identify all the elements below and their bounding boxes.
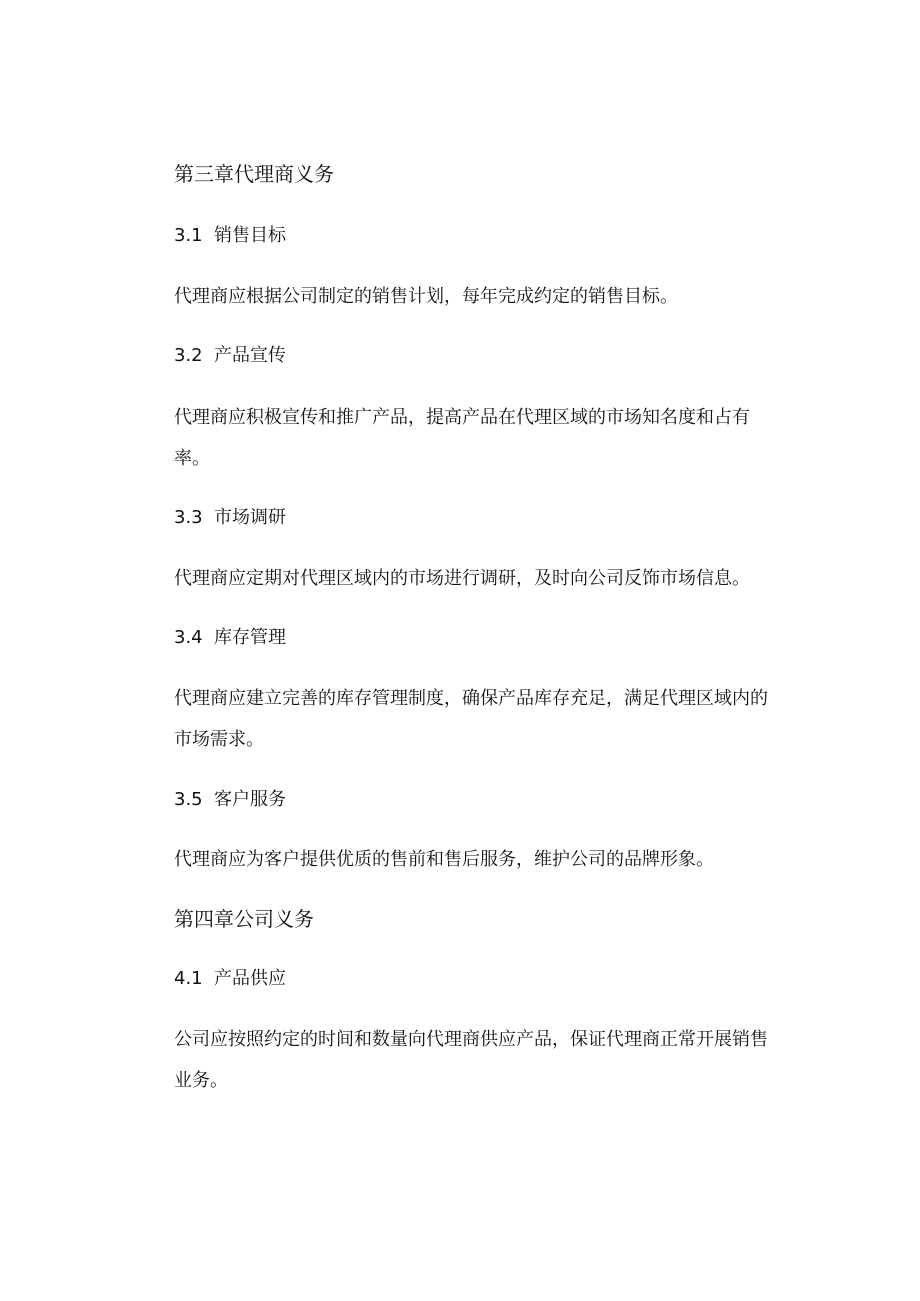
section-title: 库存管理 xyxy=(214,627,286,648)
section-number: 3.3 xyxy=(174,507,203,528)
paragraph-line: 率。 xyxy=(174,448,210,469)
section-title: 产品供应 xyxy=(214,968,286,989)
section-heading xyxy=(174,508,286,528)
paragraph-line: 业务。 xyxy=(174,1070,228,1091)
section-heading xyxy=(174,226,286,246)
section-number: 3.1 xyxy=(174,225,203,246)
section-number: 3.4 xyxy=(174,627,203,648)
paragraph-line: 代理商应定期对代理区域内的市场进行调研，及时向公司反饰市场信息。 xyxy=(174,568,750,589)
chapter-title: 第四章公司义务 xyxy=(174,907,314,931)
section-heading xyxy=(174,790,286,810)
section-heading xyxy=(174,628,286,648)
section-title: 产品宣传 xyxy=(214,345,286,366)
paragraph-line: 代理商应根据公司制定的销售计划，每年完成约定的销售目标。 xyxy=(174,286,678,307)
section-number: 3.5 xyxy=(174,789,203,810)
paragraph-line: 代理商应建立完善的库存管理制度，确保产品库存充足，满足代理区域内的 xyxy=(174,688,768,709)
section-title: 市场调研 xyxy=(214,507,286,528)
paragraph-line: 代理商应积极宣传和推广产品，提高产品在代理区域的市场知名度和占有 xyxy=(174,407,750,428)
section-heading xyxy=(174,969,286,989)
chapter-title: 第三章代理商义务 xyxy=(174,162,334,186)
section-number: 3.2 xyxy=(174,345,203,366)
paragraph-line: 公司应按照约定的时间和数量向代理商供应产品，保证代理商正常开展销售 xyxy=(174,1029,768,1050)
paragraph-line: 代理商应为客户提供优质的售前和售后服务，维护公司的品牌形象。 xyxy=(174,849,714,870)
paragraph-line: 市场需求。 xyxy=(174,729,264,750)
section-title: 销售目标 xyxy=(214,225,286,246)
section-title: 客户服务 xyxy=(214,789,286,810)
section-heading xyxy=(174,346,286,366)
section-number: 4.1 xyxy=(174,968,203,989)
